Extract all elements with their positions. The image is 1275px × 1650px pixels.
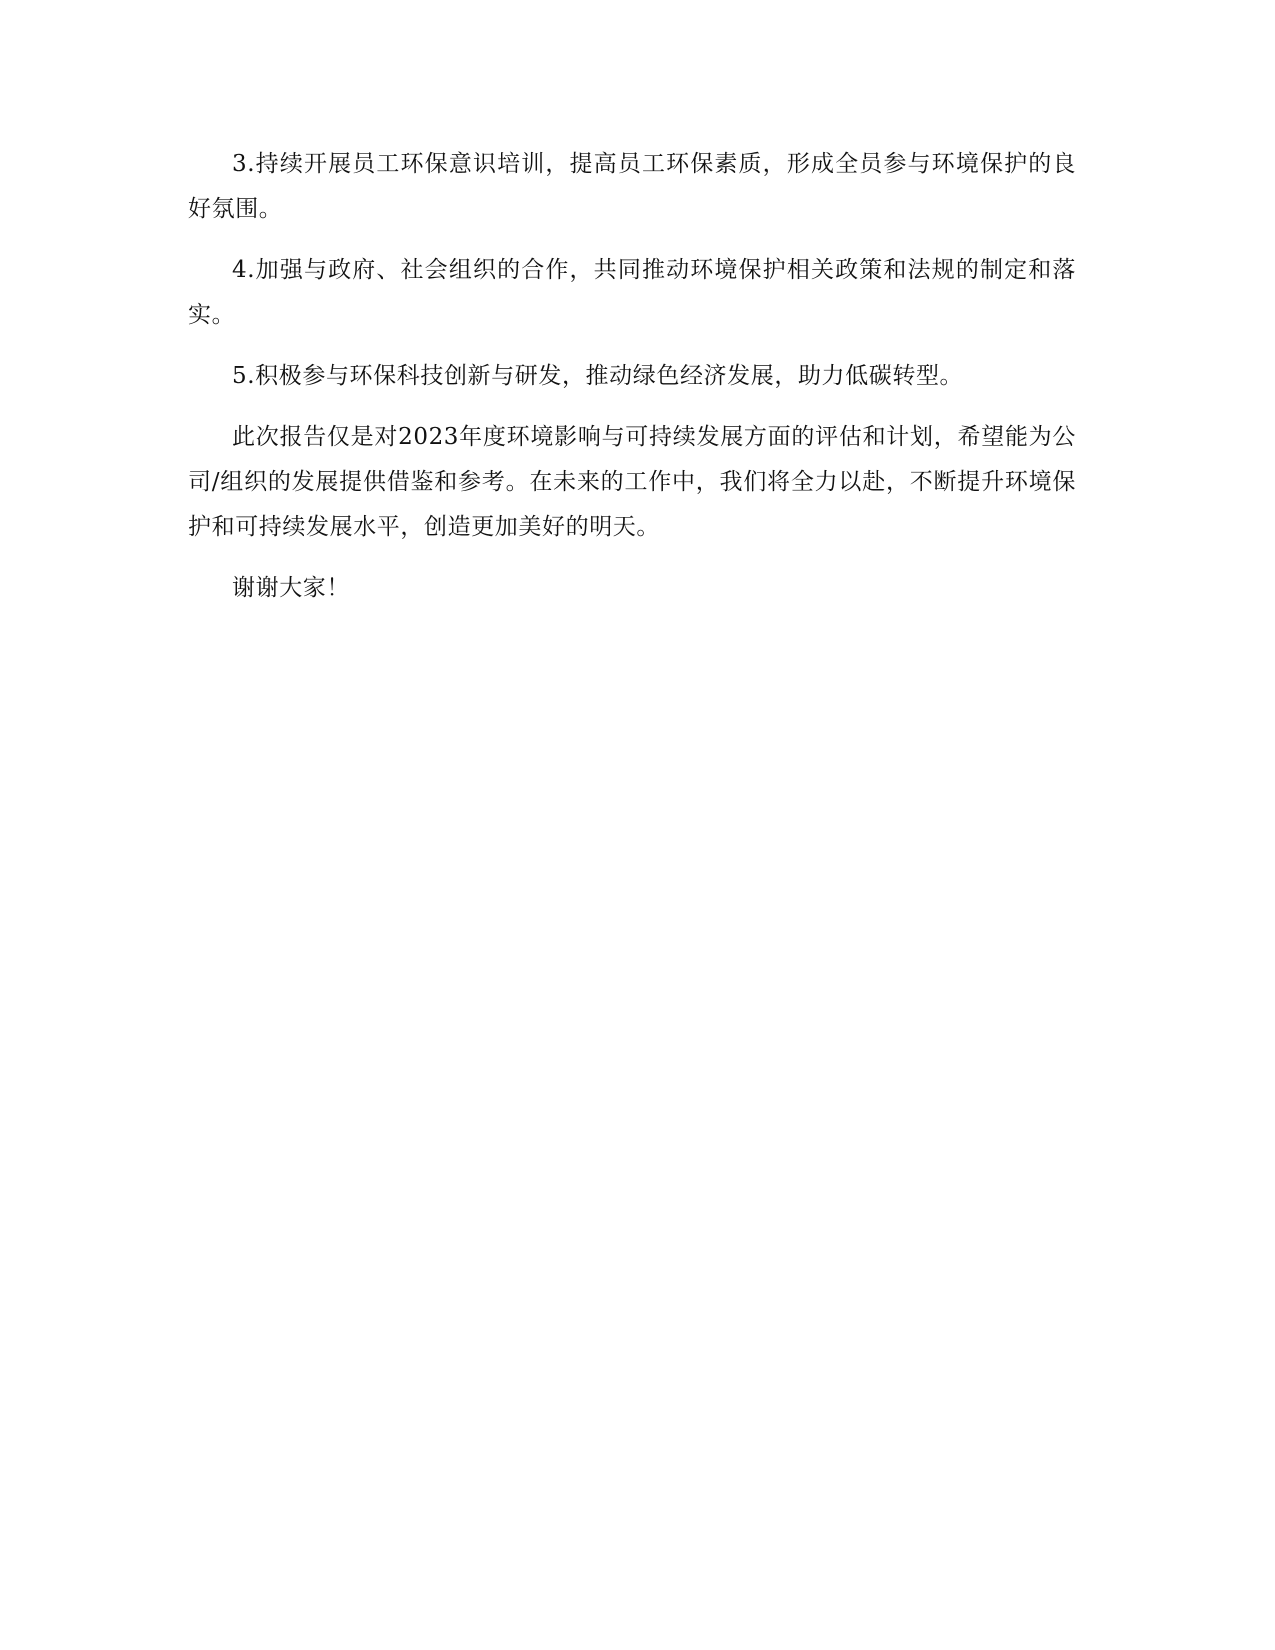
paragraph-item-5: 5.积极参与环保科技创新与研发，推动绿色经济发展，助力低碳转型。 <box>232 363 964 389</box>
paragraph-conclusion: 此次报告仅是对2023年度环境影响与可持续发展方面的评估和计划，希望能为公司/组织的发展提供借鉴和参考。在未来的工作中，我们将全力以赴，不断提升环境保护和可持续发展水平，创造更加美好的明天。 <box>188 424 1076 540</box>
paragraph-thanks: 谢谢大家！ <box>232 575 350 601</box>
paragraph-item-3: 3.持续开展员工环保意识培训，提高员工环保素质，形成全员参与环境保护的良好氛围。 <box>188 151 1076 222</box>
paragraph-item-4: 4.加强与政府、社会组织的合作，共同推动环境保护相关政策和法规的制定和落实。 <box>188 257 1076 328</box>
document-body <box>188 142 1076 627</box>
